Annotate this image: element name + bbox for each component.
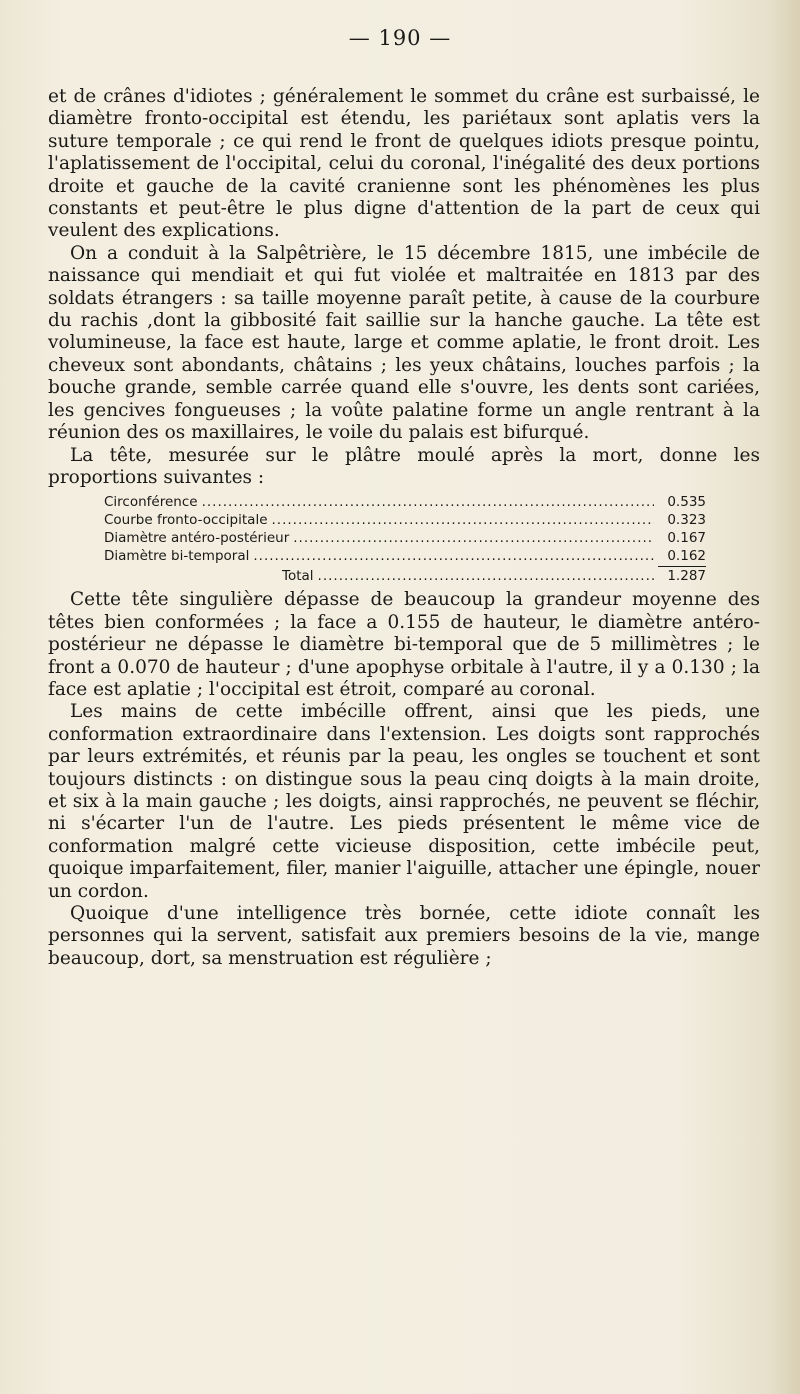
measurements-table xyxy=(104,493,706,585)
row-label: Courbe fronto-occipitale xyxy=(104,512,268,529)
body-text xyxy=(48,86,760,970)
table-row xyxy=(104,511,706,529)
paragraph: Cette tête singulière dépasse de beaucoup la grandeur moyenne des têtes bien conformées ; la face a 0.155 de hauteur, le diamètre antéro-postérieur ne dépasse le diamètre bi-temporal que de 5 millimètres ; le front a 0.070 de hauteur ; d'une apophyse orbitale à l'autre, il y a 0.130 ; la face est aplatie ; l'occipital est étroit, comparé au coronal. xyxy=(48,589,760,700)
page-number: — 190 — xyxy=(348,26,452,50)
row-label: Circonférence xyxy=(104,494,198,511)
total-row xyxy=(104,566,706,585)
total-label: Total xyxy=(282,568,314,585)
total-value: 1.287 xyxy=(658,566,706,585)
paragraph: Les mains de cette imbécille offrent, ainsi que les pieds, une conformation extraordinaire dans l'extension. Les doigts sont rapprochés par leurs extrémités, et réunis par la peau, les ongles se touchent et sont toujours distincts : on distingue sous la peau cinq doigts à la main droite, et six à la main gauche ; les doigts, ainsi rapprochés, ne peuvent se fléchir, ni s'écarter l'un de l'autre. Les pieds présentent le même vice de conformation malgré cette vicieuse disposition, cette imbécile peut, quoique imparfaitement, filer, manier l'aiguille, attacher une épingle, nouer un cordon. xyxy=(48,701,760,902)
row-value: 0.323 xyxy=(667,512,706,529)
dot-leader xyxy=(202,493,654,511)
table-row xyxy=(104,529,706,547)
row-value: 0.167 xyxy=(667,530,706,547)
row-label: Diamètre antéro-postérieur xyxy=(104,530,290,547)
dot-leader xyxy=(318,567,654,585)
row-value: 0.535 xyxy=(667,494,706,511)
table-row xyxy=(104,547,706,566)
dot-leader xyxy=(253,547,654,565)
dot-leader xyxy=(272,511,654,529)
dot-leader xyxy=(293,529,654,547)
row-value: 0.162 xyxy=(667,548,706,565)
table-row xyxy=(104,493,706,511)
paragraph: et de crânes d'idiotes ; généralement le sommet du crâne est surbaissé, le diamètre fronto-occipital est étendu, les pariétaux sont aplatis vers la suture temporale ; ce qui rend le front de quelques idiots presque pointu, l'aplatissement de l'occipital, celui du coronal, l'inégalité des deux portions droite et gauche de la cavité cranienne sont les phénomènes les plus constants et peut-être le plus digne d'attention de la part de ceux qui veulent des explications. xyxy=(48,86,760,242)
paragraph: On a conduit à la Salpêtrière, le 15 décembre 1815, une imbécile de naissance qui mendiait et qui fut violée et maltraitée en 1813 par des soldats étrangers : sa taille moyenne paraît petite, à cause de la courbure du rachis ,dont la gibbosité fait saillie sur la hanche gauche. La tête est volumineuse, la face est haute, large et comme aplatie, le front droit. Les cheveux sont abondants, châtains ; les yeux châtains, louches parfois ; la bouche grande, semble carrée quand elle s'ouvre, les dents sont cariées, les gencives fongueuses ; la voûte palatine forme un angle rentrant à la réunion des os maxillaires, le voile du palais est bifurqué. xyxy=(48,242,760,444)
paragraph: La tête, mesurée sur le plâtre moulé après la mort, donne les proportions suivantes : xyxy=(48,444,760,488)
paragraph: Quoique d'une intelligence très bornée, cette idiote connaît les personnes qui la servent, satisfait aux premiers besoins de la vie, mange beaucoup, dort, sa menstruation est régulière ; xyxy=(48,903,760,969)
row-label: Diamètre bi-temporal xyxy=(104,548,250,565)
